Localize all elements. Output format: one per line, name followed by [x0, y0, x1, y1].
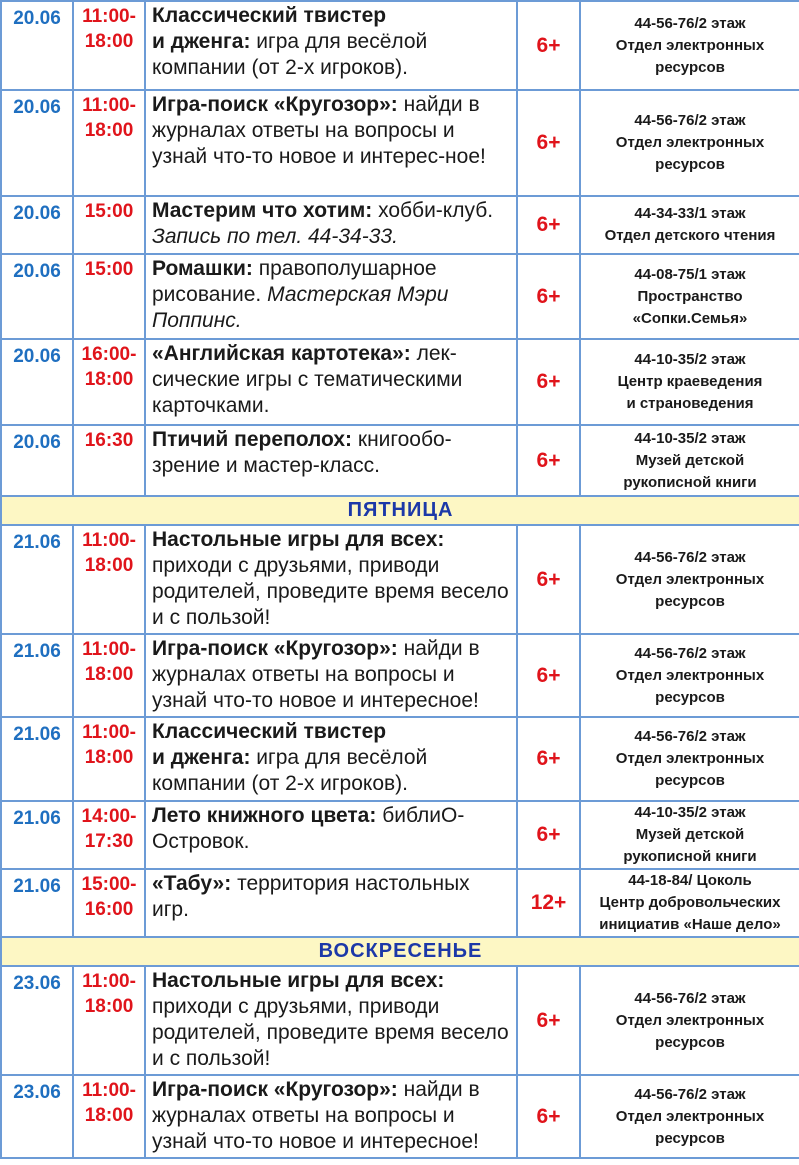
event-row — [1, 966, 799, 1075]
event-title: Мастерим что хотим: — [152, 199, 373, 222]
event-details: найди в журналах ответы на вопросы и узнай что-то новое и интересное! — [152, 1078, 480, 1153]
event-title: Птичий переполох: — [152, 428, 353, 451]
event-time: 11:00- 18:00 — [73, 717, 145, 801]
day-header-row — [1, 937, 799, 966]
event-location: 44-34-33/1 этаж Отдел детского чтения — [580, 196, 799, 254]
event-time: 16:00- 18:00 — [73, 339, 145, 425]
event-date: 20.06 — [1, 254, 73, 339]
event-description — [145, 1075, 517, 1158]
event-description — [145, 966, 517, 1075]
event-date: 20.06 — [1, 425, 73, 496]
age-rating: 6+ — [517, 1075, 580, 1158]
event-description — [145, 254, 517, 339]
day-header-friday: ПЯТНИЦА — [1, 496, 799, 525]
event-description — [145, 425, 517, 496]
event-row — [1, 196, 799, 254]
event-row — [1, 425, 799, 496]
event-location: 44-56-76/2 этаж Отдел электронных ресурсов — [580, 966, 799, 1075]
event-description — [145, 717, 517, 801]
event-time: 11:00- 18:00 — [73, 525, 145, 634]
event-title: Ромашки: — [152, 257, 253, 280]
event-details: лек-сические игры с тематическими карточками. — [152, 342, 463, 417]
event-description — [145, 196, 517, 254]
event-title: Игра-поиск «Кругозор»: — [152, 93, 398, 116]
event-row — [1, 1, 799, 90]
event-date: 20.06 — [1, 196, 73, 254]
day-header-sunday: ВОСКРЕСЕНЬЕ — [1, 937, 799, 966]
age-rating: 12+ — [517, 869, 580, 937]
event-description — [145, 1, 517, 90]
event-description — [145, 525, 517, 634]
event-title: Классический твистер и дженга: — [152, 720, 387, 769]
event-details: библиО-Островок. — [152, 804, 465, 853]
event-location: 44-10-35/2 этаж Центр краеведения и страноведения — [580, 339, 799, 425]
event-title: Классический твистер и дженга: — [152, 4, 387, 53]
event-location: 44-56-76/2 этаж Отдел электронных ресурсов — [580, 1, 799, 90]
event-time: 15:00 — [73, 254, 145, 339]
event-location: 44-18-84/ Цоколь Центр добровольческих инициатив «Наше дело» — [580, 869, 799, 937]
age-rating: 6+ — [517, 634, 580, 717]
event-location: 44-56-76/2 этаж Отдел электронных ресурсов — [580, 1075, 799, 1158]
event-time: 16:30 — [73, 425, 145, 496]
event-date: 21.06 — [1, 869, 73, 937]
event-row — [1, 90, 799, 196]
event-title: Настольные игры для всех: — [152, 528, 445, 551]
event-row — [1, 634, 799, 717]
age-rating: 6+ — [517, 801, 580, 869]
event-title: Игра-поиск «Кругозор»: — [152, 637, 398, 660]
event-details: найди в журналах ответы на вопросы и узнай что-то новое и интерес-ное! — [152, 93, 486, 168]
event-details: территория настольных игр. — [152, 872, 470, 921]
event-date: 21.06 — [1, 801, 73, 869]
age-rating: 6+ — [517, 425, 580, 496]
event-date: 20.06 — [1, 1, 73, 90]
age-rating: 6+ — [517, 339, 580, 425]
age-rating: 6+ — [517, 525, 580, 634]
event-time: 14:00- 17:30 — [73, 801, 145, 869]
event-description — [145, 339, 517, 425]
event-row — [1, 339, 799, 425]
event-title: Лето книжного цвета: — [152, 804, 377, 827]
event-details: игра для весёлой компании (от 2-х игроков). — [152, 746, 428, 795]
event-description — [145, 634, 517, 717]
event-description — [145, 90, 517, 196]
event-details: найди в журналах ответы на вопросы и узнай что-то новое и интересное! — [152, 637, 480, 712]
event-details: игра для весёлой компании (от 2-х игроков). — [152, 30, 428, 79]
event-row — [1, 525, 799, 634]
age-rating: 6+ — [517, 196, 580, 254]
event-row — [1, 869, 799, 937]
event-description — [145, 869, 517, 937]
day-header-row — [1, 496, 799, 525]
event-description — [145, 801, 517, 869]
event-time: 15:00- 16:00 — [73, 869, 145, 937]
event-date: 23.06 — [1, 1075, 73, 1158]
event-location: 44-56-76/2 этаж Отдел электронных ресурсов — [580, 717, 799, 801]
event-date: 21.06 — [1, 717, 73, 801]
event-date: 21.06 — [1, 634, 73, 717]
event-time: 15:00 — [73, 196, 145, 254]
event-title: Настольные игры для всех: — [152, 969, 445, 992]
event-location: 44-56-76/2 этаж Отдел электронных ресурсов — [580, 90, 799, 196]
event-time: 11:00- 18:00 — [73, 90, 145, 196]
event-location: 44-56-76/2 этаж Отдел электронных ресурсов — [580, 525, 799, 634]
event-row — [1, 717, 799, 801]
event-details: правополушарное рисование. — [152, 257, 437, 306]
event-time: 11:00- 18:00 — [73, 1, 145, 90]
event-details: приходи с друзьями, приводи родителей, проведите время весело и с пользой! — [152, 554, 509, 629]
event-title: «Английская картотека»: — [152, 342, 411, 365]
age-rating: 6+ — [517, 254, 580, 339]
event-title: Игра-поиск «Кругозор»: — [152, 1078, 398, 1101]
event-location: 44-10-35/2 этаж Музей детской рукописной книги — [580, 425, 799, 496]
age-rating: 6+ — [517, 90, 580, 196]
event-location: 44-10-35/2 этаж Музей детской рукописной книги — [580, 801, 799, 869]
event-details: приходи с друзьями, приводи родителей, проведите время весело и с пользой! — [152, 995, 509, 1070]
event-details: книгообо-зрение и мастер-класс. — [152, 428, 452, 477]
event-time: 11:00- 18:00 — [73, 634, 145, 717]
event-note: Запись по тел. 44-34-33. — [152, 225, 398, 248]
event-date: 23.06 — [1, 966, 73, 1075]
age-rating: 6+ — [517, 717, 580, 801]
event-row — [1, 254, 799, 339]
event-date: 21.06 — [1, 525, 73, 634]
event-date: 20.06 — [1, 90, 73, 196]
event-row — [1, 1075, 799, 1158]
event-location: 44-08-75/1 этаж Пространство «Сопки.Семья» — [580, 254, 799, 339]
event-location: 44-56-76/2 этаж Отдел электронных ресурсов — [580, 634, 799, 717]
event-details: хобби-клуб. — [372, 199, 494, 222]
age-rating: 6+ — [517, 1, 580, 90]
age-rating: 6+ — [517, 966, 580, 1075]
event-time: 11:00- 18:00 — [73, 966, 145, 1075]
event-row — [1, 801, 799, 869]
event-title: «Табу»: — [152, 872, 232, 895]
event-time: 11:00- 18:00 — [73, 1075, 145, 1158]
event-date: 20.06 — [1, 339, 73, 425]
event-note: Мастерская Мэри Поппинс. — [152, 283, 449, 332]
